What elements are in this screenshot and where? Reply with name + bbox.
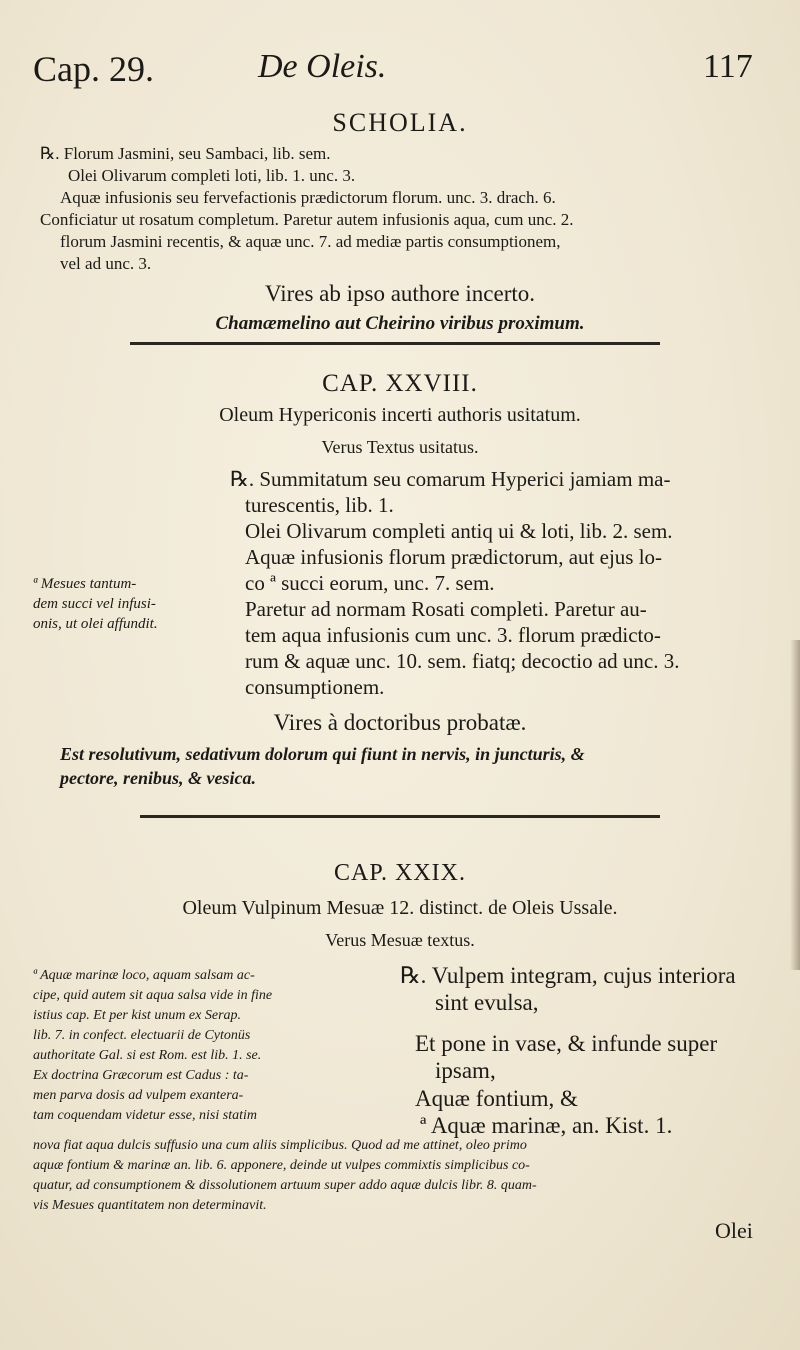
page-number: 117 xyxy=(703,48,753,85)
cap28-recipe-line: consumptionem. xyxy=(245,675,385,699)
cap28-recipe-line: tem aqua infusionis cum unc. 3. florum prædicto- xyxy=(245,623,661,647)
cap28-recipe-line: co ª succi eorum, unc. 7. sem. xyxy=(245,571,495,595)
cap28-textus: Verus Textus usitatus. xyxy=(321,437,479,457)
cap28-subtitle: Oleum Hypericonis incerti authoris usitatum. xyxy=(219,404,581,426)
cap29-recipe-line: ipsam, xyxy=(435,1058,496,1083)
catchword: Olei xyxy=(715,1218,753,1243)
cap29-bottom-line: quatur, ad consumptionem & dissolutionem artuum super addo aquæ dulcis libr. 8. quam- xyxy=(33,1178,537,1193)
cap28-recipe-line: turescentis, lib. 1. xyxy=(245,493,394,517)
cap28-vires-text: Est resolutivum, sedativum dolorum qui fiunt in nervis, in juncturis, & xyxy=(60,744,585,764)
cap29-recipe-line: sint evulsa, xyxy=(435,990,539,1015)
cap28-margin-note: onis, ut olei affundit. xyxy=(33,616,158,632)
cap28-vires-text: pectore, renibus, & vesica. xyxy=(60,768,256,788)
cap29-left-note: lib. 7. in confect. electuarii de Cytonüs xyxy=(33,1028,251,1043)
cap28-vires-heading: Vires à doctoribus probatæ. xyxy=(273,710,527,735)
cap28-recipe-line: rum & aquæ unc. 10. sem. fiatq; decoctio ad unc. 3. xyxy=(245,649,680,673)
cap29-bottom-line: aquæ fontium & marinæ an. lib. 6. apponere, deinde ut vulpes commixtis simplicibus co- xyxy=(33,1158,530,1173)
cap29-left-note: men parva dosis ad vulpem exantera- xyxy=(33,1088,244,1103)
cap29-recipe-line: Aquæ fontium, & xyxy=(415,1086,578,1111)
cap29-subtitle: Oleum Vulpinum Mesuæ 12. distinct. de Oleis Ussale. xyxy=(182,897,618,919)
cap29-bottom-line: vis Mesues quantitatem non determinavit. xyxy=(33,1198,267,1213)
cap29-left-note: cipe, quid autem sit aqua salsa vide in fine xyxy=(33,988,273,1003)
cap29-recipe-line: Et pone in vase, & infunde super xyxy=(415,1031,718,1056)
cap29-recipe-line: ℞. Vulpem integram, cujus interiora xyxy=(400,963,736,988)
scholia-line: Aquæ infusionis seu fervefactionis prædictorum florum. unc. 3. drach. 6. xyxy=(60,188,556,207)
cap29-left-note: Ex doctrina Græcorum est Cadus : ta- xyxy=(33,1068,249,1083)
cap29-textus: Verus Mesuæ textus. xyxy=(325,930,475,950)
cap29-left-note: istius cap. Et per kist unum ex Serap. xyxy=(33,1008,242,1023)
running-head-title: De Oleis. xyxy=(258,48,387,85)
cap28-recipe-line: Paretur ad normam Rosati completi. Paretur au- xyxy=(245,597,647,621)
scholia-vires-text: Chamæmelino aut Cheirino viribus proximum. xyxy=(215,313,585,334)
scholia-line: ℞. Florum Jasmini, seu Sambaci, lib. sem. xyxy=(40,144,331,163)
cap28-recipe-line: Aquæ infusionis florum prædictorum, aut ejus lo- xyxy=(245,545,663,569)
running-head-chapter: Cap. 29. xyxy=(33,49,154,89)
scholia-line: florum Jasmini recentis, & aquæ unc. 7. ad mediæ partis consumptionem, xyxy=(60,232,561,251)
cap29-left-note: ª Aquæ marinæ loco, aquam salsam ac- xyxy=(33,968,255,983)
scholia-line: Conficiatur ut rosatum completum. Paretur autem infusionis aqua, cum unc. 2. xyxy=(40,210,574,229)
cap28-margin-note: dem succi vel infusi- xyxy=(33,596,156,612)
section-rule xyxy=(130,342,660,345)
section-rule xyxy=(140,815,660,818)
scholia-line: vel ad unc. 3. xyxy=(60,254,152,273)
scholia-line: Olei Olivarum completi loti, lib. 1. unc. 3. xyxy=(68,166,356,185)
cap28-heading: CAP. XXVIII. xyxy=(322,370,478,397)
cap29-recipe-line: ª Aquæ marinæ, an. Kist. 1. xyxy=(420,1113,673,1138)
scholia-heading: SCHOLIA. xyxy=(332,108,468,137)
cap29-left-note: tam coquendam videtur esse, nisi statim xyxy=(33,1108,257,1123)
cap28-recipe-line: ℞. Summitatum seu comarum Hyperici jamiam ma- xyxy=(230,467,671,491)
scholia-vires-heading: Vires ab ipso authore incerto. xyxy=(264,281,536,306)
cap28-recipe-line: Olei Olivarum completi antiq ui & loti, lib. 2. sem. xyxy=(245,519,673,543)
cap29-bottom-line: nova fiat aqua dulcis suffusio una cum aliis simplicibus. Quod ad me attinet, oleo primo xyxy=(33,1138,527,1153)
cap29-left-note: authoritate Gal. si est Rom. est lib. 1. se. xyxy=(33,1048,262,1063)
cap29-heading: CAP. XXIX. xyxy=(333,860,466,886)
cap28-margin-note: ª Mesues tantum- xyxy=(33,576,137,592)
